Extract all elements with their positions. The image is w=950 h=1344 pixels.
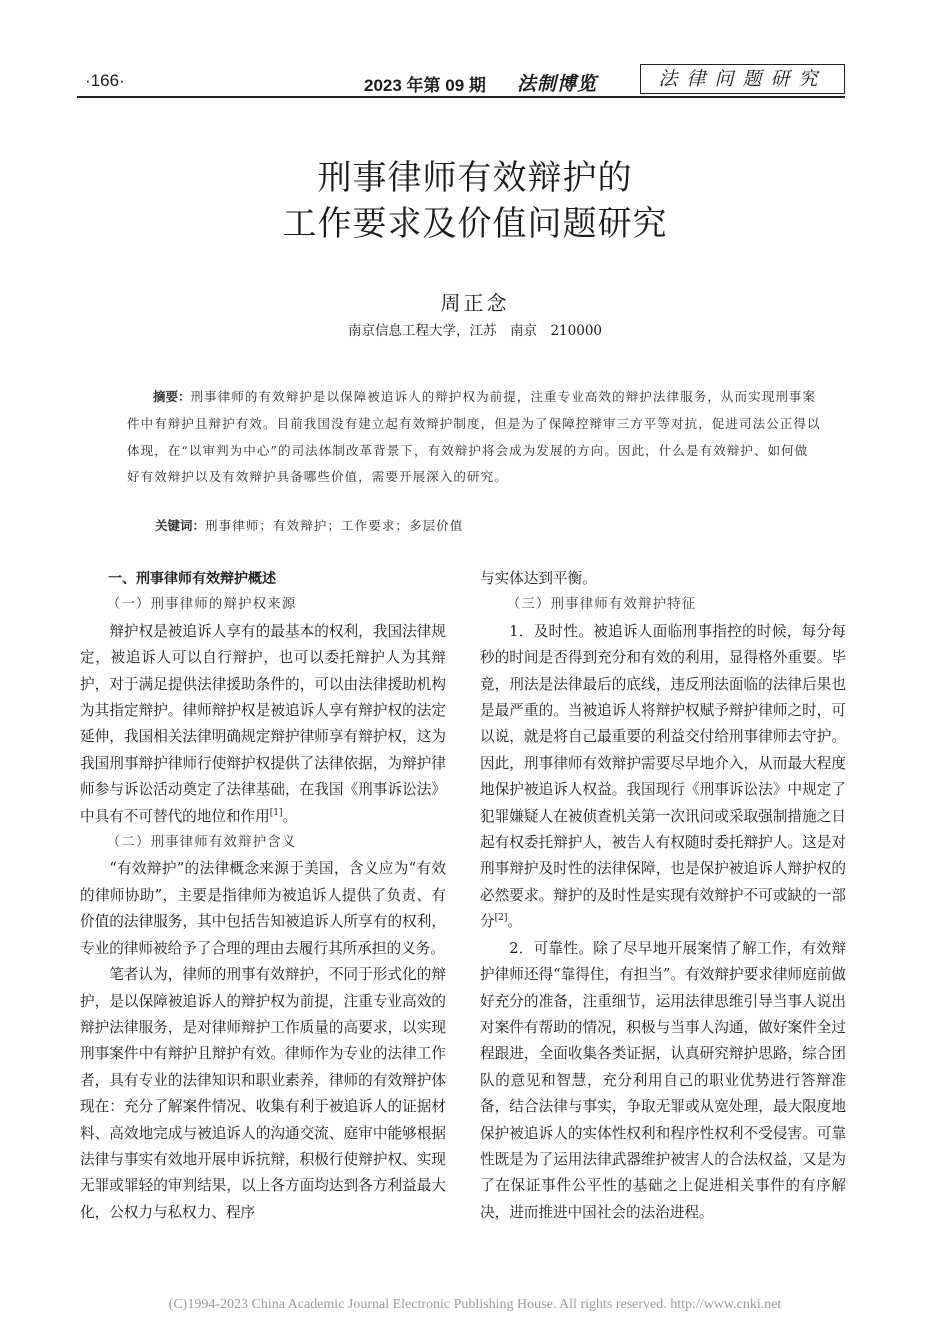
citation-ref: [1]: [269, 807, 283, 818]
paragraph: “有效辩护”的法律概念来源于美国，含义应为“有效的律师协助”，主要是指律师为被追诉人提供了负责、有价值的法律服务，其中包括告知被追诉人所享有的权利，专业的律师被给予了合理的理由去履行其所承担的义务。: [80, 860, 446, 957]
abstract-label: 摘要：: [153, 389, 191, 404]
page-number: ·166·: [85, 71, 125, 90]
paragraph: [480, 619, 846, 936]
keywords-block: [155, 516, 815, 534]
journal-name: 法制博览: [517, 73, 598, 95]
abstract-block: [127, 384, 821, 491]
subsection-heading-2: （二）刑事律师有效辩护含义: [106, 835, 297, 851]
author-name: 周正念: [440, 291, 510, 315]
keywords-text: 刑事律师；有效辩护；工作要求；多层价值: [205, 518, 464, 533]
paragraph-text: 1．及时性。被追诉人面临刑事指控的时候，每分每秒的时间是否得到充分和有效的利用，显得格外重要。毕竟，刑法是法律最后的底线，违反刑法面临的法律后果也是最严重的。当被追诉人将辩护权赋予辩护律师之时，可以说，就是将自己最重要的利益交付给刑事律师去守护。因此，刑事律师有效辩护需要尽早地介入，从而最大程度地保护被追诉人权益。我国现行《刑事诉讼法》中规定了犯罪嫌疑人在被侦查机关第一次讯问或采取强制措施之日起有权委托辩护人，被告人有权随时委托辩护人。这是对刑事辩护及时性的法律保障，也是保护被追诉人辩护权的必然要求。辩护的及时性是实现有效辩护不可或缺的一部分: [480, 622, 846, 931]
paragraph: 2．可靠性。除了尽早地开展案情了解工作，有效辩护律师还得“靠得住，有担当”。有效辩护要求律师庭前做好充分的准备，注重细节，运用法律思维引导当事人说出对案件有帮助的情况，积极与当事人沟通，做好案件全过程跟进，全面收集各类证据，认真研究辩护思路，综合团队的意见和智慧，充分利用自己的职业优势进行答辩准备，结合法律与事实，争取无罪或从宽处理，最大限度地保护被追诉人的实体性权利和程序性权利不受侵害。可靠性既是为了运用法律武器维护被害人的合法权益，又是为了在保证事件公平性的基础之上促进相关事件的有序解决，进而推进中国社会的法治进程。: [480, 939, 846, 1221]
paragraph-text: 辩护权是被追诉人享有的最基本的权利，我国法律规定，被追诉人可以自行辩护，也可以委托辩护人为其辩护，对于满足提供法律援助条件的，可以由法律援助机构为其指定辩护。律师辩护权是被追诉人享有辩护权的法定延伸，我国相关法律明确规定辩护律师享有辩护权，这为我国刑事辩护律师行使辩护权提供了法律依据，为辩护律师参与诉讼活动奠定了法律基础，在我国《刑事诉讼法》中具有不可替代的地位和作用: [80, 622, 446, 825]
left-column: [80, 566, 446, 1226]
subsection-heading-1: （一）刑事律师的辩护权来源: [106, 597, 297, 613]
issue-label: 2023 年第 09 期: [364, 76, 486, 95]
paragraph: 笔者认为，律师的刑事有效辩护，不同于形式化的辩护，是以保障被追诉人的辩护权为前提，注重专业高效的辩护法律服务，是对律师辩护工作质量的高要求，以实现刑事案件中有辩护且辩护有效。律师作为专业的法律工作者，具有专业的法律知识和职业素养，律师的有效辩护体现在：充分了解案件情况、收集有利于被追诉人的证据材料、高效地完成与被追诉人的沟通交流、庭审中能够根据法律与事实有效地开展申诉抗辩，积极行使辩护权、实现无罪或罪轻的审判结果，以上各方面均达到各方利益最大化，公权力与私权力、程序: [80, 966, 446, 1221]
right-column: [480, 566, 846, 1226]
subsection-heading-3: （三）刑事律师有效辩护特征: [506, 597, 697, 613]
citation-ref: [2]: [494, 913, 508, 924]
paragraph-end: 。: [282, 807, 298, 825]
paragraph-end: 。: [507, 913, 522, 931]
copyright-footer: (C)1994-2023 China Academic Journal Electronic Publishing House. All rights reserved. http://www.cnki.net: [168, 1297, 782, 1312]
page-header: [77, 64, 845, 98]
column-label: 法律问题研究: [640, 64, 845, 94]
paragraph-continuation: 与实体达到平衡。: [480, 570, 597, 587]
article-title-line-2: 工作要求及价值问题研究: [282, 204, 668, 244]
article-title-line-1: 刑事律师有效辩护的: [317, 158, 633, 198]
paragraph: [80, 619, 446, 830]
section-heading-1: 一、刑事律师有效辩护概述: [108, 571, 276, 587]
abstract-text: 刑事律师的有效辩护是以保障被追诉人的辩护权为前提，注重专业高效的辩护法律服务，从而实现刑事案件中有辩护且辩护有效。目前我国没有建立起有效辩护制度，但是为了保障控辩审三方平等对抗，促进司法公正得以体现，在“以审判为中心”的司法体制改革背景下，有效辩护将会成为发展的方向。因此，什么是有效辩护、如何做好有效辩护以及有效辩护具备哪些价值，需要开展深入的研究。: [127, 389, 821, 485]
author-affiliation: 南京信息工程大学，江苏 南京 210000: [347, 323, 603, 339]
keywords-label: 关键词：: [155, 518, 206, 533]
